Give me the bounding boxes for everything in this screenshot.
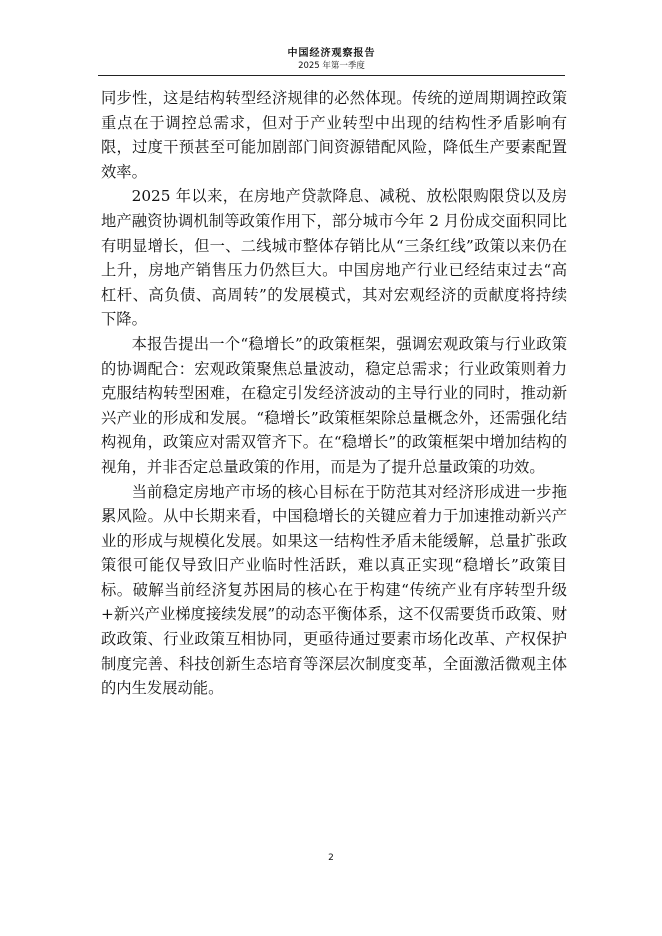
paragraph-core-objective: 当前稳定房地产市场的核心目标在于防范其对经济形成进一步拖累风险。从中长期来看，中国稳增长的关键应着力于加速推动新兴产业的形成与规模化发展。如果这一结构性矛盾未能缓解，总量扩张政策很可能仅导致旧产业临时性活跃，难以真正实现“稳增长”政策目标。破解当前经济复苏困局的核心在于构建“传统产业有序转型升级+新兴产业梯度接续发展”的动态平衡体系，这不仅需要货币政策、财政政策、行业政策互相协同，更亟待通过要素市场化改革、产权保护制度完善、科技创新生态培育等深层次制度变革，全面激活微观主体的内生发展动能。: [101, 482, 567, 698]
paragraph-real-estate: 2025 年以来，在房地产贷款降息、减税、放松限购限贷以及房地产融资协调机制等政策作用下，部分城市今年 2 月份成交面积同比有明显增长，但一、二线城市整体存销比从“三条红线”政策以来仍在上升，房地产销售压力仍然巨大。中国房地产行业已经结束过去“高杠杆、高负债、高周转”的发展模式，其对宏观经济的贡献度将持续下降。: [101, 187, 567, 329]
page-number: 2: [328, 853, 334, 863]
body-text: [101, 86, 567, 701]
report-title: 中国经济观察报告: [287, 48, 376, 59]
header-divider: [98, 75, 565, 76]
paragraph-continuation: 同步性，这是结构转型经济规律的必然体现。传统的逆周期调控政策重点在于调控总需求，但对于产业转型中出现的结构性矛盾影响有限，过度干预甚至可能加剧部门间资源错配风险，降低生产要素配置效率。: [101, 89, 567, 181]
running-header: [98, 47, 565, 72]
report-period: 2025 年第一季度: [298, 61, 365, 71]
paragraph-policy-framework: 本报告提出一个“稳增长”的政策框架，强调宏观政策与行业政策的协调配合：宏观政策聚焦总量波动，稳定总需求；行业政策则着力克服结构转型困难，在稳定引发经济波动的主导行业的同时，推动新兴产业的形成和发展。“稳增长”政策框架除总量概念外，还需强化结构视角，政策应对需双管齐下。在“稳增长”的政策框架中增加结构的视角，并非否定总量政策的作用，而是为了提升总量政策的功效。: [101, 334, 567, 476]
